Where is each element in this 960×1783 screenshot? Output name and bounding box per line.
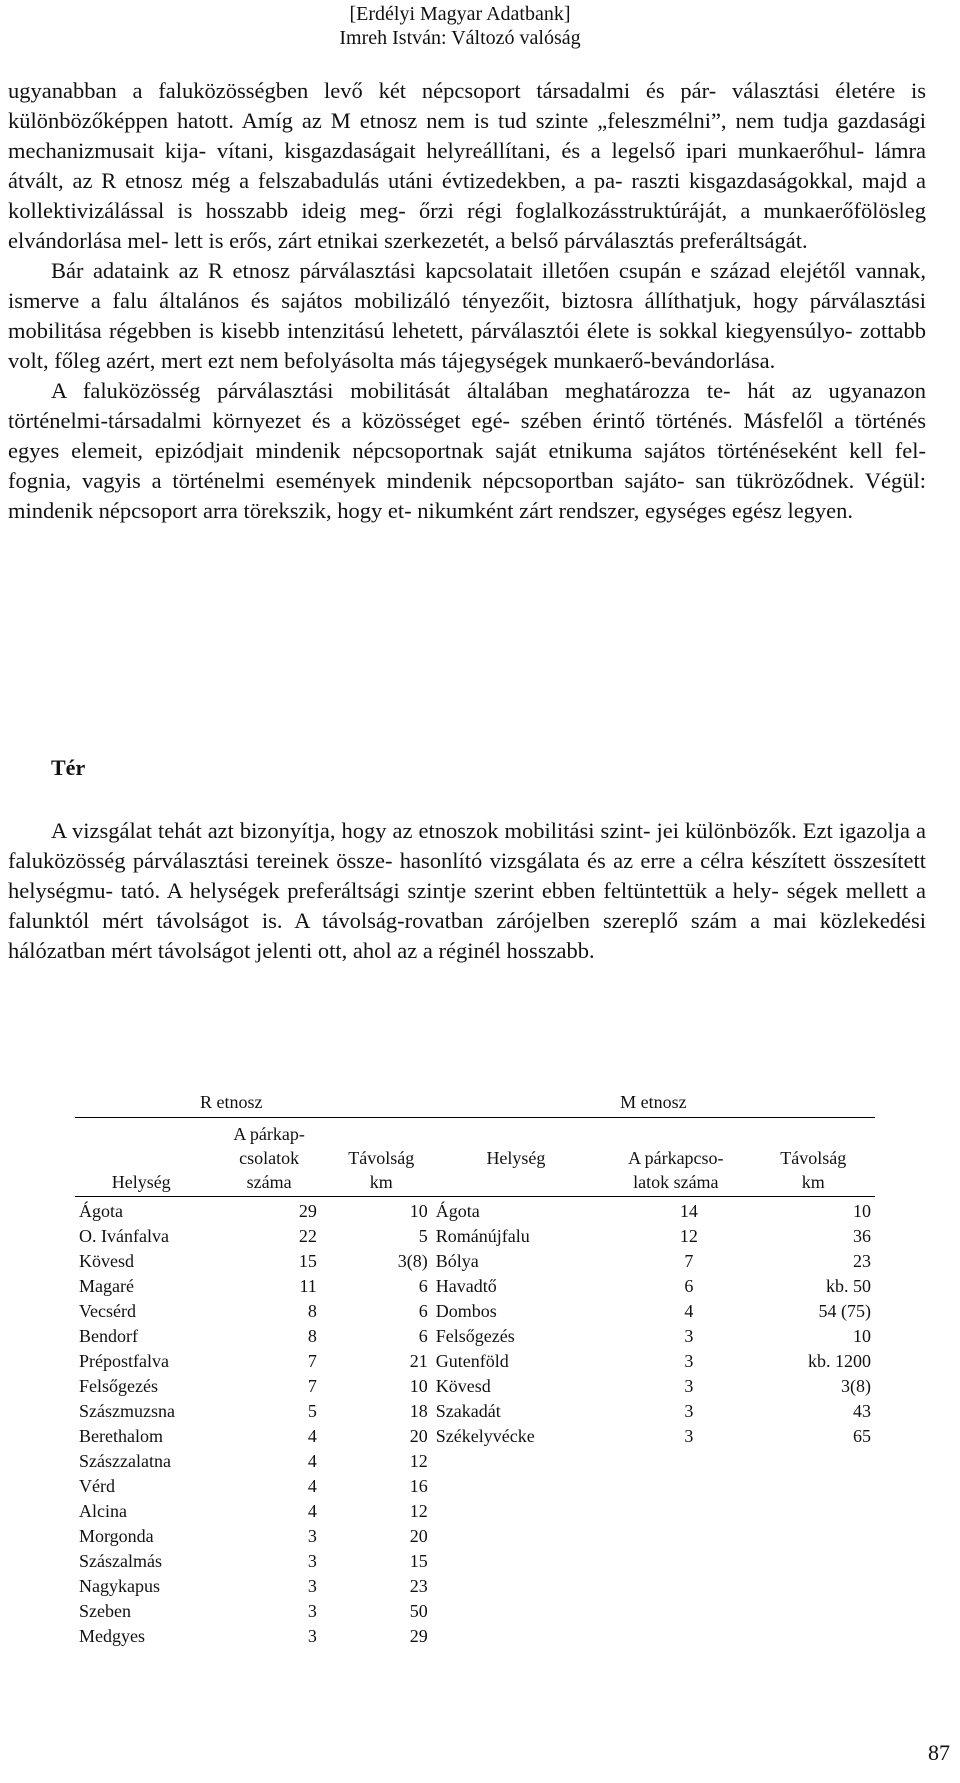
m-count-cell [600,1472,751,1497]
table-group-row [75,1075,875,1118]
m-count-cell: 14 [679,1201,698,1221]
table-row [75,1622,875,1647]
r-dist-cell: 18 [409,1401,428,1421]
table-row [75,1247,875,1272]
table-body [75,1197,875,1648]
table-row [75,1372,875,1397]
m-place-cell: Szakadát [435,1401,501,1421]
m-count-cell: 6 [684,1276,694,1296]
m-place-cell [432,1547,600,1572]
table-row [75,1322,875,1347]
r-dist-cell: 5 [418,1226,428,1246]
r-count-cell: 4 [307,1501,317,1521]
m-count-cell: 3 [684,1426,694,1446]
header-m-dist-line2: km [801,1172,825,1192]
header-r-count-line3: száma [246,1172,292,1192]
m-dist-cell [752,1547,875,1572]
table-row [75,1572,875,1597]
m-dist-cell: kb. 1200 [808,1351,871,1371]
header-m-count-line1: A párkapcso- [628,1148,724,1168]
page-header [0,2,640,50]
m-place-cell [432,1447,600,1472]
paragraph-2: Bár adataink az R etnosz párválasztási kapcsolatait illetően csupán e század elejétől vannak, ismerve a falu általános és sajátos mobilizáló tényezőit, biztosra állíthatjuk, hogy párválasztási mobilitása régebben is kisebb intenzitású lehetett, párválasztói élete is sokkal kiegyensúlyo- zottabb volt, főleg azért, mert ezt nem befolyásolta más tájegységek munkaerő-bevándorlása. [8,258,926,373]
table-header-row [75,1118,875,1197]
r-count-cell: 7 [307,1351,317,1371]
body-text [8,76,926,526]
header-m-dist [752,1118,875,1197]
r-dist-cell: 6 [418,1326,428,1346]
table-row [75,1222,875,1247]
r-dist-cell: 50 [409,1601,428,1621]
m-place-cell: Székelyvécke [435,1426,535,1446]
r-place-cell: Szeben [79,1601,131,1621]
paragraph-1: ugyanabban a faluközösségben levő két népcsoport társadalmi és pár- választási életére is különbözőképpen hatott. Amíg az M etnosz nem is tud szinte „feleszmélni”, nem tudja gazdasági mechanizmusait kija- vítani, kisgazdaságait helyreállítani, és a legelső ipari munkaerőhul- lámra átvált, az R etnosz még a felszabadulás utáni évtizedekben, a pa- raszti kisgazdaságokkal, majd a kollektivizálással is hosszabb ideig meg- őrzi régi foglalkozásstruktúráját, a munkaerőfölösleg elvándorlása mel- lett is erős, zárt etnikai szerkezetét, a belső párválasztás preferáltságát. [8,78,926,253]
m-place-cell [432,1572,600,1597]
paragraph-4: A vizsgálat tehát azt bizonyítja, hogy az etnoszok mobilitási szint- jei különbözők. Ezt igazolja a faluközösség párválasztási tereinek össze- hasonlító vizsgálata és az erre a célra készített összesített helységmu- tató. A helységek preferáltsági szintje szerint ebben feltüntettük a hely- ségek mellett a falunktól mért távolságot is. A távolság-rovatban zárójelben szereplő szám a mai közlekedési hálózatban mért távolságot jelenti ott, ahol az a réginél hosszabb. [8,818,926,963]
r-dist-cell: 6 [418,1301,428,1321]
m-count-cell: 3 [684,1326,694,1346]
r-count-cell: 7 [307,1376,317,1396]
m-dist-cell [752,1572,875,1597]
header-r-dist [331,1118,432,1197]
m-dist-cell [752,1472,875,1497]
r-dist-cell: 21 [409,1351,428,1371]
group-m-etnosz: M etnosz [432,1075,875,1118]
r-count-cell: 8 [307,1301,317,1321]
page-number: 87 [928,1740,950,1765]
place-preference-table [75,1075,875,1647]
table-row [75,1197,875,1223]
m-dist-cell: 10 [853,1326,871,1346]
r-dist-cell: 29 [409,1626,428,1646]
header-m-dist-line1: Távolság [780,1148,847,1168]
paragraph-3: A faluközösség párválasztási mobilitását általában meghatározza te- hát az ugyanazon történelmi-társadalmi környezet és a közösséget egé- szében érintő történés. Másfelől a történés egyes elemeit, epizódjait mindenik népcsoportnak saját etnikuma sajátos történéseként kell fel- fognia, vagyis a történelmi események mindenik népcsoportban sajáto- san tükröződnek. Végül: mindenik népcsoport arra törekszik, hogy et- nikumként zárt rendszer, egységes egész legyen. [8,378,926,523]
header-r-count [207,1118,330,1197]
m-count-cell: 4 [684,1301,694,1321]
r-dist-cell: 16 [409,1476,428,1496]
r-place-cell: Nagykapus [79,1576,160,1596]
r-count-cell: 29 [298,1201,317,1221]
m-dist-cell [752,1622,875,1647]
r-dist-cell: 3(8) [397,1251,428,1271]
r-place-cell: O. Ivánfalva [79,1226,169,1246]
r-dist-cell: 20 [409,1426,428,1446]
header-r-count-line2: csolatok [239,1148,300,1168]
r-place-cell: Berethalom [79,1426,163,1446]
r-dist-cell: 20 [409,1526,428,1546]
r-place-cell: Vérd [79,1476,115,1496]
header-r-dist-line2: km [369,1172,393,1192]
m-dist-cell: 3(8) [841,1376,871,1396]
m-place-cell [432,1597,600,1622]
m-place-cell: Felsőgezés [435,1326,515,1346]
m-dist-cell [752,1497,875,1522]
r-count-cell: 5 [307,1401,317,1421]
table-row [75,1597,875,1622]
r-count-cell: 11 [299,1276,317,1296]
m-count-cell [600,1572,751,1597]
m-dist-cell: 54 (75) [818,1301,871,1321]
m-dist-cell [752,1597,875,1622]
r-place-cell: Alcina [79,1501,127,1521]
r-count-cell: 4 [307,1451,317,1471]
m-place-cell: Havadtő [435,1276,497,1296]
header-m-count-line2: latok száma [633,1172,719,1192]
r-dist-cell: 23 [409,1576,428,1596]
body-text-2 [8,816,926,966]
header-r-dist-line1: Távolság [348,1148,415,1168]
m-count-cell: 3 [684,1401,694,1421]
m-place-cell: Kövesd [435,1376,491,1396]
m-place-cell: Dombos [435,1301,497,1321]
table-row [75,1447,875,1472]
table-row [75,1522,875,1547]
m-place-cell: Románújfalu [435,1226,530,1246]
m-dist-cell: 23 [853,1251,871,1271]
m-place-cell [432,1497,600,1522]
table-row [75,1397,875,1422]
m-count-cell: 7 [684,1251,694,1271]
table-row [75,1547,875,1572]
table-row [75,1422,875,1447]
group-r-etnosz: R etnosz [75,1075,432,1118]
m-count-cell: 3 [684,1376,694,1396]
table-row [75,1272,875,1297]
r-place-cell: Szászmuzsna [79,1401,175,1421]
header-r-place: Helység [75,1118,207,1197]
r-dist-cell: 6 [418,1276,428,1296]
r-count-cell: 3 [307,1576,317,1596]
r-dist-cell: 12 [409,1451,428,1471]
header-source: [Erdélyi Magyar Adatbank] [349,3,571,25]
r-count-cell: 15 [298,1251,317,1271]
m-place-cell: Gutenföld [435,1351,509,1371]
r-place-cell: Ágota [79,1201,123,1221]
m-dist-cell [752,1447,875,1472]
m-dist-cell: 65 [853,1426,871,1446]
m-count-cell: 12 [679,1226,698,1246]
r-place-cell: Szászzalatna [79,1451,171,1471]
r-place-cell: Magaré [79,1276,134,1296]
r-count-cell: 22 [298,1226,317,1246]
r-count-cell: 8 [307,1326,317,1346]
r-dist-cell: 10 [409,1201,428,1221]
m-dist-cell: 43 [853,1401,871,1421]
m-count-cell [600,1597,751,1622]
m-dist-cell: 36 [853,1226,871,1246]
m-count-cell: 3 [684,1351,694,1371]
m-place-cell [432,1472,600,1497]
header-m-count [600,1118,751,1197]
m-place-cell [432,1622,600,1647]
header-r-count-line1: A párkap- [233,1124,305,1144]
m-place-cell: Ágota [435,1201,480,1221]
m-count-cell [600,1622,751,1647]
r-place-cell: Kövesd [79,1251,134,1271]
r-count-cell: 3 [307,1551,317,1571]
m-dist-cell: 10 [853,1201,871,1221]
m-count-cell [600,1447,751,1472]
r-count-cell: 3 [307,1626,317,1646]
r-place-cell: Szászalmás [79,1551,162,1571]
m-place-cell [432,1522,600,1547]
r-place-cell: Vecsérd [79,1301,136,1321]
table-row [75,1347,875,1372]
header-title: Imreh István: Változó valóság [339,27,581,49]
table-row [75,1497,875,1522]
r-dist-cell: 10 [409,1376,428,1396]
m-place-cell: Bólya [435,1251,479,1271]
r-dist-cell: 15 [409,1551,428,1571]
section-title: Tér [51,755,86,780]
r-place-cell: Bendorf [79,1326,138,1346]
m-dist-cell: kb. 50 [826,1276,871,1296]
r-count-cell: 4 [307,1476,317,1496]
r-place-cell: Prépostfalva [79,1351,169,1371]
m-count-cell [600,1547,751,1572]
m-count-cell [600,1497,751,1522]
r-place-cell: Morgonda [79,1526,154,1546]
header-m-place: Helység [432,1118,600,1197]
r-count-cell: 3 [307,1601,317,1621]
r-place-cell: Medgyes [79,1626,145,1646]
r-dist-cell: 12 [409,1501,428,1521]
r-place-cell: Felsőgezés [79,1376,158,1396]
r-count-cell: 4 [307,1426,317,1446]
table-row [75,1297,875,1322]
r-count-cell: 3 [307,1526,317,1546]
m-dist-cell [752,1522,875,1547]
table-row [75,1472,875,1497]
m-count-cell [600,1522,751,1547]
